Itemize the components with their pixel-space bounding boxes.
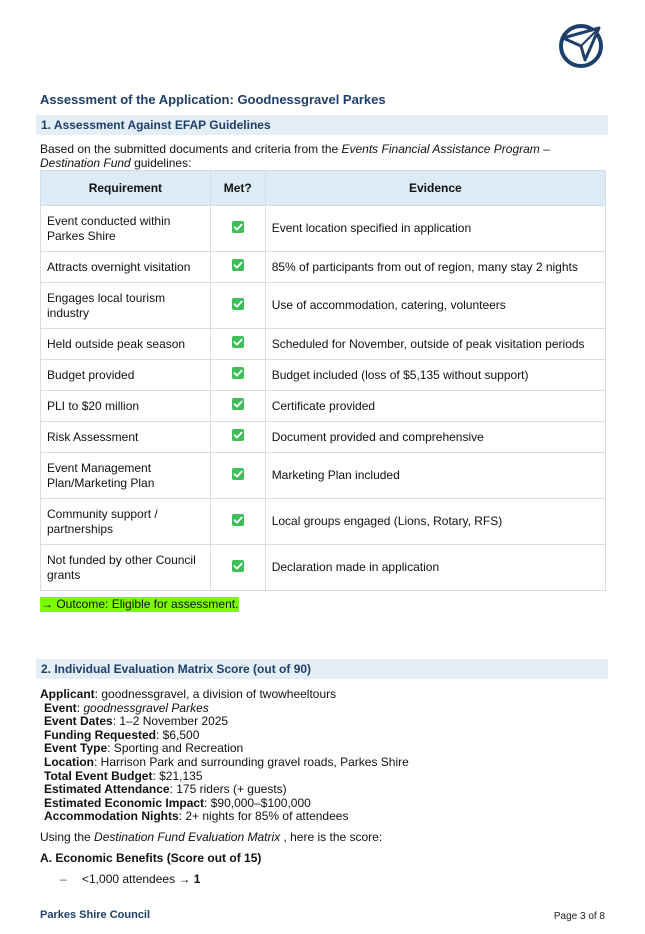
requirement-cell: Not funded by other Council grants xyxy=(41,545,211,591)
detail-value: : Sporting and Recreation xyxy=(107,741,244,756)
met-cell xyxy=(210,360,265,391)
check-icon xyxy=(232,514,244,526)
applicant-details xyxy=(40,688,409,824)
section1-heading: 1. Assessment Against EFAP Guidelines xyxy=(36,115,608,135)
met-cell xyxy=(210,453,265,499)
using-prefix: Using the xyxy=(40,830,95,844)
requirement-cell: Attracts overnight visitation xyxy=(41,252,211,283)
evidence-cell: Marketing Plan included xyxy=(265,453,605,499)
detail-row xyxy=(40,810,409,824)
using-suffix: , here is the score: xyxy=(280,830,383,844)
detail-row xyxy=(40,783,409,797)
footer-org: Parkes Shire Council xyxy=(40,909,151,921)
detail-row xyxy=(40,742,409,756)
detail-row xyxy=(40,729,409,743)
table-row xyxy=(41,422,606,453)
evidence-cell: 85% of participants from out of region, many stay 2 nights xyxy=(265,252,605,283)
met-cell xyxy=(210,206,265,252)
bullet-score: 1 xyxy=(193,872,201,886)
bullet-dash: – xyxy=(60,872,67,886)
met-cell xyxy=(210,499,265,545)
detail-row xyxy=(40,797,409,811)
intro-prefix: Based on the submitted documents and criteria from the xyxy=(40,142,342,156)
requirement-cell: Event Management Plan/Marketing Plan xyxy=(41,453,211,499)
check-icon xyxy=(232,259,244,271)
section1-intro xyxy=(40,142,610,170)
header-requirement: Requirement xyxy=(41,171,211,206)
detail-value: : Harrison Park and surrounding gravel roads, Parkes Shire xyxy=(94,754,409,769)
evidence-cell: Use of accommodation, catering, volunteers xyxy=(265,283,605,329)
detail-label: Location xyxy=(44,754,94,769)
detail-value: : 175 riders (+ guests) xyxy=(169,782,287,797)
header-evidence: Evidence xyxy=(265,171,605,206)
detail-label: Estimated Attendance xyxy=(44,782,170,797)
check-icon xyxy=(232,429,244,441)
detail-value: : $6,500 xyxy=(156,727,200,742)
list-item xyxy=(60,872,200,886)
detail-row xyxy=(40,715,409,729)
detail-label: Estimated Economic Impact xyxy=(44,795,205,810)
met-cell xyxy=(210,391,265,422)
detail-value: : goodnessgravel, a division of twowheeltours xyxy=(94,687,337,701)
detail-row xyxy=(40,756,409,770)
table-header-row xyxy=(41,171,606,206)
met-cell xyxy=(210,329,265,360)
check-icon xyxy=(232,560,244,572)
matrix-name: Destination Fund Evaluation Matrix xyxy=(94,830,281,844)
economic-benefits-heading: A. Economic Benefits (Score out of 15) xyxy=(40,851,262,865)
detail-value: : $90,000–$100,000 xyxy=(204,795,311,810)
table-row xyxy=(41,360,606,391)
requirement-cell: Event conducted within Parkes Shire xyxy=(41,206,211,252)
detail-label: Total Event Budget xyxy=(44,768,153,783)
table-row xyxy=(41,391,606,422)
detail-value: : $21,135 xyxy=(152,768,203,783)
page-title: Assessment of the Application: Goodnessgravel Parkes xyxy=(40,92,386,107)
evidence-cell: Declaration made in application xyxy=(265,545,605,591)
requirement-cell: PLI to $20 million xyxy=(41,391,211,422)
evidence-cell: Event location specified in application xyxy=(265,206,605,252)
requirement-cell: Risk Assessment xyxy=(41,422,211,453)
check-icon xyxy=(232,336,244,348)
evidence-cell: Budget included (loss of $5,135 without support) xyxy=(265,360,605,391)
detail-label: Funding Requested xyxy=(44,727,156,742)
table-row xyxy=(41,252,606,283)
met-cell xyxy=(210,283,265,329)
detail-label: Accommodation Nights xyxy=(44,809,179,824)
evidence-cell: Certificate provided xyxy=(265,391,605,422)
check-icon xyxy=(232,398,244,410)
met-cell xyxy=(210,252,265,283)
check-icon xyxy=(232,367,244,379)
table-row xyxy=(41,499,606,545)
table-row xyxy=(41,453,606,499)
detail-label: Applicant xyxy=(40,687,95,701)
page-number: Page 3 of 8 xyxy=(553,911,605,922)
detail-label: Event Dates xyxy=(44,714,113,729)
section2-heading: 2. Individual Evaluation Matrix Score (out of 90) xyxy=(36,659,608,679)
detail-row xyxy=(40,770,409,784)
requirement-cell: Held outside peak season xyxy=(41,329,211,360)
check-icon xyxy=(232,298,244,310)
detail-value: : 1–2 November 2025 xyxy=(112,714,229,729)
council-logo xyxy=(555,20,607,70)
detail-row: Event: goodnessgravel Parkes xyxy=(44,700,209,715)
header-met: Met? xyxy=(210,171,265,206)
table-row xyxy=(41,329,606,360)
bullet-text: <1,000 attendees → xyxy=(82,872,194,886)
intro-program-name: Events Financial Assistance Program – Destination Fund xyxy=(40,142,550,170)
guidelines-table xyxy=(40,170,606,591)
table-row xyxy=(41,545,606,591)
met-cell xyxy=(210,545,265,591)
evidence-cell: Local groups engaged (Lions, Rotary, RFS) xyxy=(265,499,605,545)
met-cell xyxy=(210,422,265,453)
matrix-intro xyxy=(40,830,382,844)
detail-label: Event Type xyxy=(44,741,108,756)
check-icon xyxy=(232,468,244,480)
detail-row xyxy=(40,688,409,702)
requirement-cell: Budget provided xyxy=(41,360,211,391)
table-row xyxy=(41,206,606,252)
evidence-cell: Scheduled for November, outside of peak visitation periods xyxy=(265,329,605,360)
detail-value: : 2+ nights for 85% of attendees xyxy=(178,809,349,824)
check-icon xyxy=(232,221,244,233)
outcome-highlight: → Outcome: Eligible for assessment. xyxy=(41,597,239,611)
evidence-cell: Document provided and comprehensive xyxy=(265,422,605,453)
requirement-cell: Engages local tourism industry xyxy=(41,283,211,329)
detail-value: goodnessgravel Parkes xyxy=(83,700,209,715)
table-row xyxy=(41,283,606,329)
detail-label: Event xyxy=(44,700,77,715)
requirement-cell: Community support / partnerships xyxy=(41,499,211,545)
intro-suffix: guidelines: xyxy=(130,156,192,170)
